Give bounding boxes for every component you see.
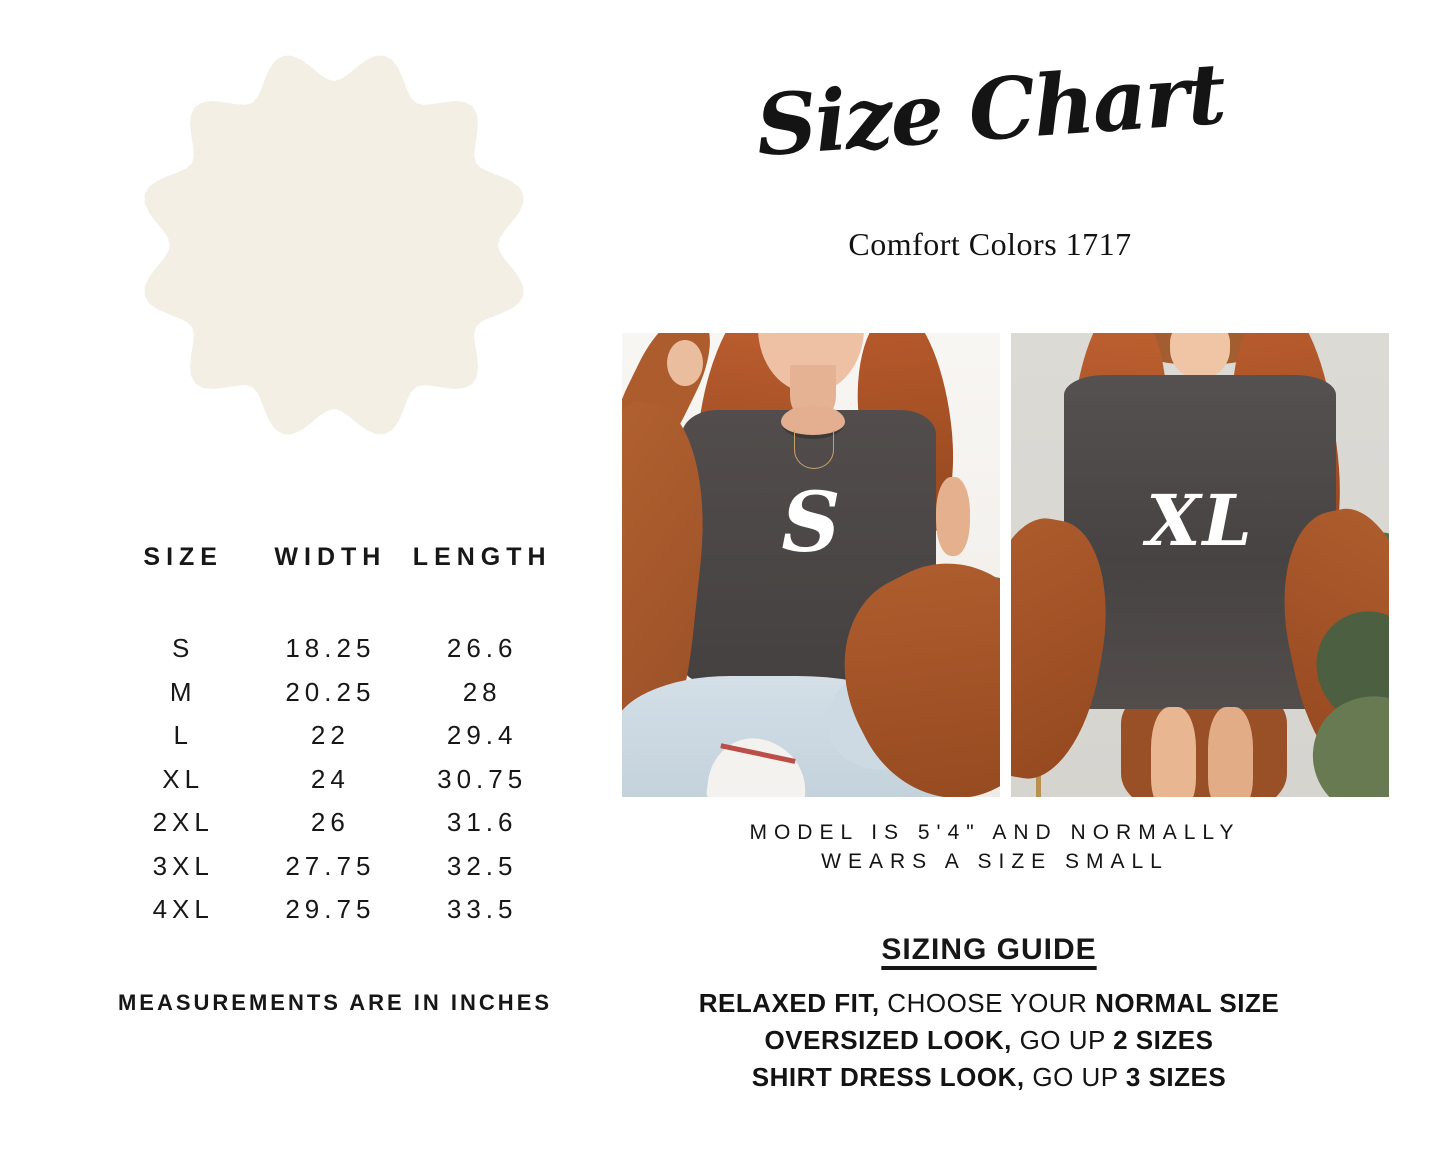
table-row xyxy=(105,714,565,758)
model-leg xyxy=(1208,707,1253,797)
guide-regular: GO UP xyxy=(1019,1025,1114,1055)
cell-size: L xyxy=(173,720,193,751)
tee-size-label-xl: XL xyxy=(1146,479,1254,563)
cell-width: 29.75 xyxy=(285,894,376,925)
size-table-header xyxy=(105,543,565,572)
cell-size: S xyxy=(172,633,195,664)
cell-length: 26.6 xyxy=(446,633,518,664)
cell-width: 22 xyxy=(310,720,350,751)
model-photo-size-s xyxy=(622,333,1000,797)
cell-size: 3XL xyxy=(152,850,214,881)
col-header-length: LENGTH xyxy=(412,543,552,571)
cell-size: 2XL xyxy=(152,807,214,838)
cell-width: 20.25 xyxy=(285,676,376,707)
model-leg xyxy=(1151,707,1196,797)
cell-length: 33.5 xyxy=(446,894,518,925)
col-header-width: WIDTH xyxy=(274,543,387,571)
guide-bold-tail: NORMAL SIZE xyxy=(1095,988,1280,1018)
cell-length: 29.4 xyxy=(446,720,518,751)
table-row xyxy=(105,888,565,932)
table-row xyxy=(105,627,565,671)
cell-length: 28 xyxy=(462,676,502,707)
tee-size-label-s: S xyxy=(781,474,841,571)
model-note xyxy=(600,818,1390,876)
guide-bold-tail: 3 SIZES xyxy=(1125,1062,1227,1092)
page-subtitle: Comfort Colors 1717 xyxy=(848,226,1132,262)
cell-width: 26 xyxy=(310,807,350,838)
guide-regular: CHOOSE YOUR xyxy=(887,988,1096,1018)
page-title: Size Chart xyxy=(752,43,1228,176)
model-note-line1: MODEL IS 5'4" AND NORMALLY xyxy=(749,821,1241,844)
cell-length: 32.5 xyxy=(446,850,518,881)
cell-size: XL xyxy=(162,763,205,794)
model-photo-size-xl xyxy=(1011,333,1389,797)
col-header-size: SIZE xyxy=(143,543,223,571)
model-note-line2: WEARS A SIZE SMALL xyxy=(821,850,1169,873)
cell-size: 4XL xyxy=(152,894,214,925)
guide-bold-lead: OVERSIZED LOOK, xyxy=(764,1025,1020,1055)
measurements-note: MEASUREMENTS ARE IN INCHES xyxy=(117,990,553,1015)
gold-necklace xyxy=(794,430,834,468)
cell-width: 27.75 xyxy=(285,850,376,881)
table-row xyxy=(105,801,565,845)
guide-bold-lead: RELAXED FIT, xyxy=(698,988,888,1018)
cell-length: 31.6 xyxy=(446,807,518,838)
scalloped-flower-shape xyxy=(134,45,534,445)
cell-length: 30.75 xyxy=(437,763,528,794)
guide-regular: GO UP xyxy=(1032,1062,1126,1092)
table-row xyxy=(105,845,565,889)
table-row xyxy=(105,671,565,715)
table-row xyxy=(105,758,565,802)
cell-size: M xyxy=(169,676,197,707)
guide-bold-tail: 2 SIZES xyxy=(1113,1025,1214,1055)
guide-line-relaxed xyxy=(614,985,1364,1022)
guide-bold-lead: SHIRT DRESS LOOK, xyxy=(751,1062,1033,1092)
guide-line-shirt-dress xyxy=(614,1059,1364,1096)
sizing-guide-heading: SIZING GUIDE xyxy=(881,933,1097,966)
sizing-guide-lines xyxy=(614,985,1364,1096)
cell-width: 24 xyxy=(310,763,350,794)
cell-width: 18.25 xyxy=(285,633,376,664)
size-table-body xyxy=(105,627,565,932)
flower-path xyxy=(145,56,524,435)
guide-line-oversized xyxy=(614,1022,1364,1059)
